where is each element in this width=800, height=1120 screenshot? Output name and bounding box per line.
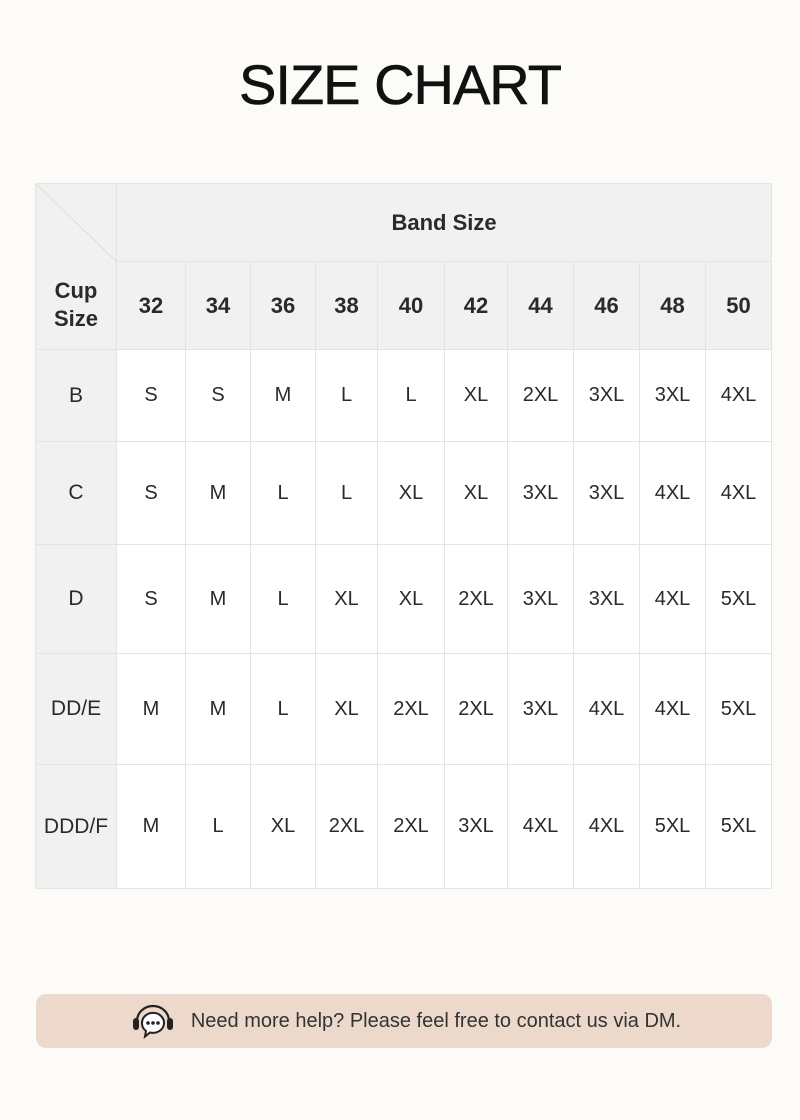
size-cell: XL [378, 442, 445, 545]
size-cell: M [251, 350, 316, 442]
size-cell: 3XL [574, 545, 640, 654]
size-cell: 4XL [640, 654, 706, 765]
size-cell: L [186, 765, 251, 889]
size-cell: XL [445, 442, 508, 545]
size-cell: S [117, 442, 186, 545]
size-cell: XL [251, 765, 316, 889]
size-cell: 3XL [508, 545, 574, 654]
size-cell: S [186, 350, 251, 442]
cup-size-label: DD/E [36, 654, 117, 765]
size-cell: 3XL [574, 350, 640, 442]
band-size-38: 38 [316, 262, 378, 350]
size-cell: 3XL [574, 442, 640, 545]
size-cell: M [186, 442, 251, 545]
band-size-48: 48 [640, 262, 706, 350]
size-cell: L [316, 350, 378, 442]
size-cell: L [316, 442, 378, 545]
size-cell: 4XL [574, 654, 640, 765]
size-cell: XL [445, 350, 508, 442]
cup-label-line2: Size [53, 306, 99, 332]
size-chart-table [35, 183, 772, 889]
band-size-44: 44 [508, 262, 574, 350]
band-size-40: 40 [378, 262, 445, 350]
cup-label-line1: Cup [54, 278, 98, 304]
band-size-42: 42 [445, 262, 508, 350]
size-cell: M [117, 654, 186, 765]
size-cell: 3XL [508, 442, 574, 545]
cup-size-label: D [36, 545, 117, 654]
size-cell: 3XL [508, 654, 574, 765]
size-cell: XL [316, 654, 378, 765]
size-cell: 2XL [508, 350, 574, 442]
size-cell: 3XL [640, 350, 706, 442]
band-size-46: 46 [574, 262, 640, 350]
band-size-36: 36 [251, 262, 316, 350]
cup-size-label: C [36, 442, 117, 545]
corner-cell [36, 184, 117, 262]
cup-size-label: B [36, 350, 117, 442]
size-cell: 5XL [706, 654, 772, 765]
cup-size-header [36, 262, 117, 350]
size-cell: XL [316, 545, 378, 654]
size-cell: 2XL [445, 545, 508, 654]
page-title: SIZE CHART [239, 53, 561, 116]
size-cell: 3XL [445, 765, 508, 889]
size-cell: XL [378, 545, 445, 654]
size-cell: 4XL [640, 442, 706, 545]
size-cell: S [117, 545, 186, 654]
size-cell: L [251, 545, 316, 654]
size-cell: 4XL [640, 545, 706, 654]
band-size-header: Band Size [117, 184, 772, 262]
size-cell: 5XL [706, 765, 772, 889]
headset-chat-icon [127, 999, 179, 1043]
size-cell: M [117, 765, 186, 889]
size-cell: 4XL [706, 442, 772, 545]
band-size-32: 32 [117, 262, 186, 350]
size-cell: L [378, 350, 445, 442]
size-cell: 5XL [640, 765, 706, 889]
help-text: Need more help? Please feel free to contact us via DM. [190, 1009, 682, 1032]
size-cell: 2XL [378, 765, 445, 889]
help-banner[interactable] [36, 994, 772, 1048]
size-cell: L [251, 442, 316, 545]
size-cell: 2XL [378, 654, 445, 765]
size-cell: 4XL [706, 350, 772, 442]
cup-size-label: DDD/F [36, 765, 117, 889]
size-cell: 4XL [574, 765, 640, 889]
size-cell: 4XL [508, 765, 574, 889]
size-cell: 2XL [445, 654, 508, 765]
band-size-50: 50 [706, 262, 772, 350]
diagonal-divider [36, 184, 117, 262]
size-cell: M [186, 654, 251, 765]
size-cell: S [117, 350, 186, 442]
band-size-34: 34 [186, 262, 251, 350]
size-cell: 5XL [706, 545, 772, 654]
size-cell: L [251, 654, 316, 765]
size-cell: M [186, 545, 251, 654]
size-cell: 2XL [316, 765, 378, 889]
